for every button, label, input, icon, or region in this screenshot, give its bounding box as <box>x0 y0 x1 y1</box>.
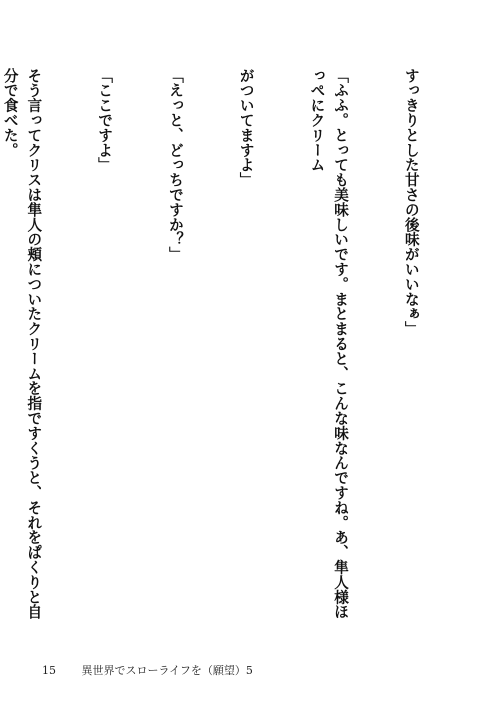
text-line: すっきりとした甘さの後味がいいなぁ」 <box>402 68 420 337</box>
text-line: 「えっと、どっちですか？」 <box>166 68 184 262</box>
book-title: 異世界でスローライフを（願望）5 <box>81 664 253 677</box>
page-footer <box>42 662 253 678</box>
page-number: 15 <box>42 664 56 677</box>
text-line: そう言ってクリスは隼人の頬についたクリームを指ですくうと、それをぱくりと自分で食べた。 <box>1 68 43 620</box>
text-line: がついてますよ」 <box>237 68 255 188</box>
text-line: 「ここですよ」 <box>96 68 114 173</box>
body-text <box>0 68 470 633</box>
text-line: 「ふふ。とっても美味しいです。まとまると、こんな味なんですね。あ、隼人様ほっぺにクリーム <box>308 68 350 620</box>
